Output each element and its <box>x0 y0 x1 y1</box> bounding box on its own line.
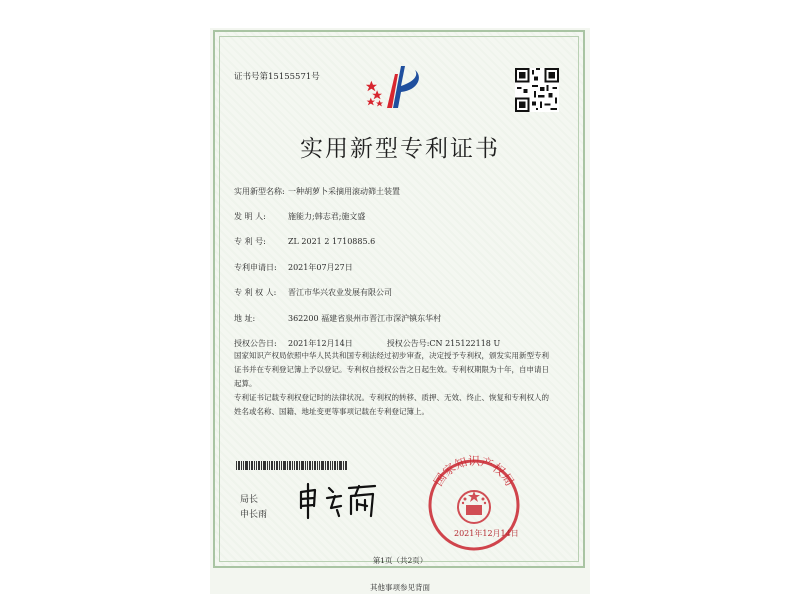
certificate-paragraph-1: 国家知识产权局依照中华人民共和国专利法经过初步审查，决定授予专利权，颁发实用新型专利证书并在专利登记簿上予以登记。专利权自授权公告之日起生效。专利权期限为十年，自申请日起算。 <box>234 351 549 388</box>
field-row <box>234 236 375 247</box>
field-row <box>234 211 365 222</box>
field-row <box>234 262 353 273</box>
patent-office-logo <box>365 62 427 110</box>
field-label: 专 利 号: <box>234 237 266 246</box>
field-value: 2021年12月14日 <box>288 339 353 348</box>
field-extra-label: 授权公告号: <box>386 339 430 348</box>
field-row <box>234 186 400 197</box>
field-label: 授权公告日: <box>234 339 277 348</box>
seal-date: 2021年12月14日 <box>454 529 519 538</box>
handwritten-signature <box>295 482 377 520</box>
certificate-number: 证书号第15155571号 <box>234 72 320 82</box>
field-value: 362200 福建省泉州市晋江市深沪镇东华村 <box>288 314 442 323</box>
field-row <box>234 338 500 349</box>
signer-name: 申长雨 <box>240 510 268 520</box>
back-note: 其他事项参见背面 <box>370 583 430 592</box>
official-seal <box>424 455 524 555</box>
signer-title: 局长 <box>240 495 259 505</box>
qr-code <box>515 68 559 112</box>
field-value: 2021年07月27日 <box>288 263 353 272</box>
field-value: 晋江市华兴农业发展有限公司 <box>288 288 392 297</box>
field-label: 地 址: <box>234 314 256 323</box>
field-value: ZL 2021 2 1710885.6 <box>288 237 376 246</box>
field-extra-value: CN 215122118 U <box>429 339 501 348</box>
field-value: 施能力;韩志君;施文盛 <box>288 212 366 221</box>
svg-text:国家知识产权局: 国家知识产权局 <box>431 455 517 489</box>
field-label: 实用新型名称: <box>234 187 285 196</box>
page-info: 第1页（共2页） <box>372 556 428 565</box>
field-label: 发 明 人: <box>234 212 266 221</box>
field-row <box>234 287 392 298</box>
field-row <box>234 313 441 324</box>
field-value: 一种胡萝卜采摘用滚动筛土装置 <box>288 187 400 196</box>
certificate-title: 实用新型专利证书 <box>300 136 500 162</box>
field-label: 专 利 权 人: <box>234 288 277 297</box>
barcode <box>236 461 348 470</box>
certificate-paragraph-2: 专利证书记载专利权登记时的法律状况。专利权的转移、质押、无效、终止、恢复和专利权人的姓名或名称、国籍、地址变更等事项记载在专利登记簿上。 <box>234 393 549 416</box>
field-label: 专利申请日: <box>234 263 277 272</box>
certificate-inner-border <box>219 36 579 562</box>
